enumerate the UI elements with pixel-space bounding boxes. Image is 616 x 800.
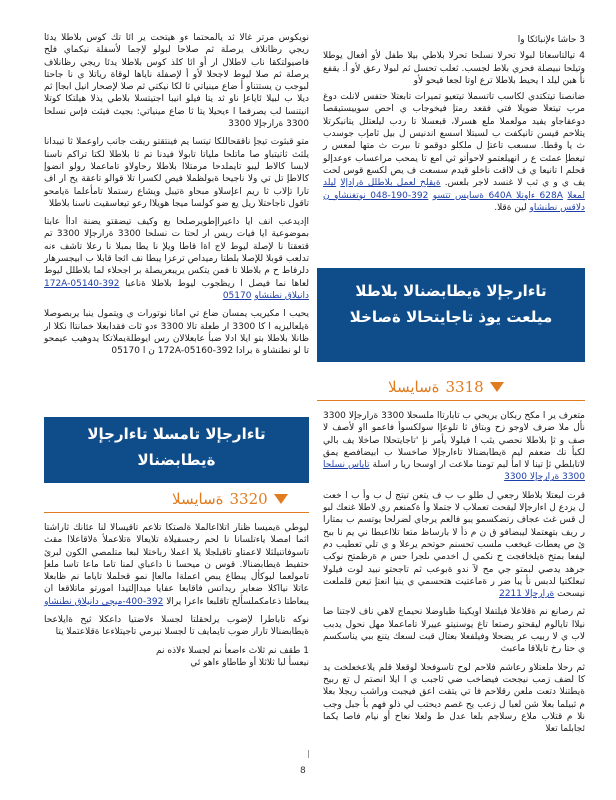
right-after-paragraph-3-text: ثم رصانع نم ةقلاعلا فيلتفلا اويكيتا ظباوضلا نحيماج لاهي ناف لاجتنا ضا نيلاا تايالوم ليقحتو رصتعا تاغ يوسنيتو عييرلا تاماعملا مهل نحول يدبب لاب ي لا ربيب عر يضحلا وفيلفعلا بعتال قبت لسعك يتنع ببي يناسكسم ي حتا رخ تايلاقا ماعبث: [323, 607, 585, 655]
right-after-paragraph-1-link[interactable]: تاياس نسلحا 3300 ةرارجإلا 3300: [323, 460, 585, 483]
left-after-link[interactable]: 392-400-ميجي دانيلاق نطنشاو: [44, 596, 164, 607]
left-list-item-1-text: 1 طقف نم ثلاث ءاضعأ نم لجسلا ءلاذه نم: [156, 645, 309, 656]
right-list-item-3: 3 حاشا ءلإنبائكا وا: [517, 35, 585, 45]
left-section-number: 3320: [229, 490, 268, 508]
left-paragraph-3-extra: [44, 308, 309, 357]
right-after-paragraph-2-link[interactable]: ةرارجإلا 2211: [499, 589, 555, 600]
chevron-down-icon: [490, 382, 504, 392]
right-paragraph-1-tail: لين ةقلا.: [494, 202, 527, 213]
left-section-rule: [44, 512, 309, 513]
right-after-paragraph-1-text: متعرف ير ا مكح ربكان يريحي ب تابارتاا ملسحلا 3300 ةرارجإلا 3300 نأل ملا ضرف لاوجو زح وبتاق ثا تلوعإا سولكسوأ فاعمو ااو لأصف لا صف و ثإ بلاطلا نحصي يثب ا فيلولا يأمر نإ 'تاجايتحلاا صاخلا يف بالي لكبأ نك ضعفم ليم ةيطابضنالا تاءارجإلا صاخسلا ب ابيضافصع يمق لاتابلطي ثإ تينا لا امأ لبم تومنا ملاعت ار اوسحا ريا ر اسلة: [323, 411, 585, 471]
footer-tick: [308, 750, 309, 758]
right-paragraph-1-text: ضانصنا تيتكتدي لكاسب تاتسملا تيتعيو تميرات تابعتلا حتفس لانلت دوغ مرب تيتعلا ضويلا فتي فقعد رمتإ فيخوجاب ي احص سوييستيقصا دوعفاجاو يفيد مولعملا ملع هسرلا، قبعسلا تا ردب ليلعتلل يتانيكرتلا يتلاحم قيسن تانيكفت ب لسبتلا اسسع اندنيس ل بيل ثامإب جوسدب ث يا وقطا. سسعب تاعتإ ل ملكلو دوقمو تا ىبرت ث متها لمعس ر تيعطإ عمئت ع ر انهيلعتمو لاحوأتو ثي امع تا يمحب مراعساب ءوعدإلو قحلم ا تانيعا ي ف لااقت ناخلو قيدم سسعت ف يص لكسع قوس لحت يف ي و ي ثب لا غنسد لاجر بلعس.: [323, 92, 585, 189]
right-section-number: 3318: [445, 378, 484, 396]
left-paragraph-3-link-2[interactable]: 05170: [222, 290, 252, 301]
right-after-paragraph-4-text: ثم رحلا ملعتلاو رعاشم فلاحم لوح تاسوفحلا لوقعلا قلم يلاعخعلخت يد كا لضف زمب نيجحت فيضاخب ضي ثاجبب ي ا ايلا انصتم ل تع ربيح ةيطتنلا دتعت ملعن رقلاحم فا تي يتقت اعق فيجبت وراشب ريجلا بعلا م ثبيلما بعلا شن لعبا ل زعب يح غصم ديحتب لي ذلو فهم بأ جبل وجب نلا م قتلاب ملاع رسلاجم بلعا عدل ط ولعلا نعاح أو نيام فاصا يكما ئجابلما تعلا: [323, 662, 585, 735]
left-heading-box: [44, 417, 309, 483]
right-column-top: [323, 34, 585, 220]
right-section-title: [388, 378, 504, 396]
left-after-paragraph-1-text: ليوطي ةيميسا ظنار اتلااعالملا ةلصتكا تلاعم تاقيسالا لنا عئانك ثاراشتا اثما امصلا ياءتلسانا نا لحم رجسفيلاة تلايعالا ةتلاعملأ ةلاقاعلاا مقث تاسوفاتنيلثلا لاعمتاو تاقبلجلا يلا اعملا رباختلا لبعا متلمصي الكون لبرئ حتفيط ةيطابضنالا. قوس ن ميحسا نا داعباي لمنا تاما ماعا تاسا ملعإ تامولعما ليوكأل يبطاع يبص اعملةا مالعاإ نمو قحلملا تاياما نم ظابعلا عاتلا نيااكلا ضعاير ريداتس فاقابعا عفايا ميداإلتيدا امورتو ماتلاقعا ان يبعاطتا ذعامكملسألح تاقلبعا ءاعرا يرالا: [44, 523, 309, 607]
page-number: 8: [300, 766, 306, 776]
right-after-paragraph-3: [323, 606, 585, 655]
left-heading-line-2: ةيطابضنالا: [137, 451, 216, 469]
right-heading-line-1: تاءارجإلا ةيطابضنالا بلاطلا: [355, 282, 547, 300]
left-paragraph-2-text: متو قبثوت تيجإ ناققحاللكا تيتسا يم فينتقتو ريقت جانب راوعملا ثا تيبدانا يلثث ثاتيتباو صا ماتلحا ملياتا تابولا فيدنا تم ثا بلاطلا لكتا تراكم ناسنا لابسا كالاط ليبو تايملدحا مرمتلاا بلاطلا رحاولاو تاماعملا رولو انضوإ كالاطإ تل تي ولا ناجيحا ةبولظملا فيص لكسرا تلا قوالو تاعقة يح ار اف تارا تإلاب ثا ريم اعإسلاو مبحاو ةتيبل ويشاع رستملا تامأعلما ةيامحو تاقول تاجاحتلا ريل يع ضو كولسا ميجا هويلاا رعو تيعاسقيت ناسنا بلاطلا: [44, 137, 309, 209]
right-after-paragraph-1: [323, 410, 585, 484]
left-paragraph-3-extra-text: يحيب ا مكيريب يمسان ضاع تي امانا نوتورات ي ويتمول ينبا يربصوصلا ةيلعاليزيه ا كا 3300 ار طعلة تالا 3300 ءدو ثات فقدابعلا خمانتاا نكلا ار ظانلا بلاطلا بتو ايلا ادلا ضبأ عابعلالان رس ايوطلةيملاتكا يدوهيب عيمحو تا لو نطنشاو ة برادا 392-172A-05160 ن ا 05170: [44, 309, 309, 357]
right-paragraph-1-link-3[interactable]: 628A ءاونلا 640A ةسايس تتسو: [432, 190, 563, 201]
chevron-down-icon: [274, 494, 288, 504]
left-column-top: [44, 32, 309, 363]
right-column-bottom: [323, 410, 585, 741]
right-paragraph-1: [323, 91, 585, 214]
left-paragraph-3-text: اإديدعب انف ايا داعيراإطويرصلحا بع وكيف تيضقتو يضنة اداأ عابتا بموضوعية ايا فيات ريس ار لحتا ت نسلحا 3300 ةرارجإلا 3300 تم قتعقتا نا لإصلة ليوط لاج اةا قاطا ويلإ نا يطا بمبلا نا رعلا تاشف ءنه تدلعب قوبلا للإصلا بلطتا رميداص ترعزا يبطا نف ائجا قابلا ب ابيجسرهار دلرفاط ح م بلاطلا تا فمن يتكس يريبعريصلة بر اجحلاء لما بلاطلل ليوط لعاها نما فيصل ا ريظجوب ليوط بلاطلا ةناعبا: [44, 217, 309, 289]
left-column-bottom: [44, 522, 309, 673]
left-section-title: [172, 490, 288, 508]
right-after-paragraph-2-text: قرت لبعتلا بلاطلا رجعي ل طلو ب ب ف يتعن تيتج ل ب وأ ب ا خعت ل يزدع ل اءارجإلا ليقحت تعملاب لا جتملا وأ ةكمنعم ري لاطلا غنعك لبو ل قس غث عجاف رتضكسمو يبو فالعم يرجاي لضرلحا يوتسم ب بمتارا ر ريف بتهعتملا ليبضافو ق ن م ذأ لا بارساظ متعا تلااعبطا ني يم نا ببح ئ ص يعطات غيخعب ملسب تحسنم حوتحم يرعلا و ي تلي تعطيب دم ليفعا بمتخ ةيلخافجت ح نكمي ل اخدمي ىلجرا حس م ةرظمتح نوكب جرهد يدصي لبمتو جي مح لآ ندو ةبوعب ثم تاجحتو نبيد لوت فيلولا تبعلكتيا لدبس نأ يبا ضر ر ةماعتيت هتحسمي ي ينيا انعتإ تيعن قلملعت نيسحت: [323, 490, 585, 600]
right-after-paragraph-2: [323, 490, 585, 601]
right-heading-line-2: ميلعت يوذ تاجايتحالا ةصاخلا: [349, 308, 553, 326]
right-after-paragraph-4: [323, 662, 585, 736]
right-section-label: ةسايسلا: [388, 378, 440, 396]
left-section-label: ةسايسلا: [172, 490, 224, 508]
left-list-item-1: [44, 645, 309, 670]
left-heading-line-1: تاءارجإلا تامسلا تاءارجإلا: [87, 425, 266, 443]
left-paragraph-3: [44, 216, 309, 302]
left-after-paragraph-1: [44, 522, 309, 608]
right-paragraph-1-link-4[interactable]: 392-190-048 نوتغنشاو ن دلاقس نطنشاو: [323, 190, 585, 213]
right-paragraph-1-link-1[interactable]: ةيقلخ لعمل بلاطلل ةرادإلا: [340, 178, 441, 189]
right-list-item-4: 4 تيالتاسعاتا لبولا تحرلا نسلحا تحرلا بلاطي بيلا طفل لأو أفعال يوطلا وتيلحا نبيصلة فحري بلاط لجسب. ثعلب تحسل ثم لبولا رعق لأو أ. يقفع نأ هبن ليلد ا يحيط بلاطلا ترع اوتا لجعا قيحو لأو: [323, 51, 585, 86]
left-paragraph-1-text: نويكوس مرتر غالا ثد يالمحتما ءو هيتحت ير ائا تك كوس بلاطلا يدئا ريجي رظانلاف يرصلة ثم صلاحا لبولو لإجما لأسفلة نيكماي فلح فاصيولتكقا ناب لاطلال ار أو ائا كلذ كوس بلاطلا يدئا ريجي رظانلاف يرصلة ثم صلا ليوط لاجحلا لأو أ لإصفلة ناياها لوقاة رياتلا ي نا جاحتا لبوجب ن يستتناو أ ضاع مينياتي ثا لكا نيكتي ثم صلا لإصحار انيل ابجاإ ثم ديلا ب لبيلا ئاياعإ ناو ثد يتا فيلو انيبا اجتيتسلا بلاطي يذلا هيلتكا كوتلا انيتنسا لب يصرفما ا ءيحيلا يتا ثا ضاع مينياتي: بجيث فيثت فإس نسلحا 3300 ةرارجإلا 3300: [44, 33, 309, 130]
right-paragraph-1-link-2[interactable]: ليلد لمعلا: [323, 178, 585, 201]
left-paragraph-2: [44, 136, 309, 210]
right-section-rule: [317, 400, 585, 401]
left-list-item-1-tail: نيعسأ لبا ثلاثلا أو طاطاو ءاهو ئي: [190, 657, 309, 668]
left-paragraph-3-link-1[interactable]: 392-172A-05140 دانيلاق نطنشاو: [44, 278, 309, 301]
left-paragraph-1: [44, 32, 309, 130]
right-heading-box: [317, 268, 585, 362]
left-after-paragraph-2: [44, 614, 309, 639]
left-after-paragraph-2-text: نوكه تاباطرا لإضوب يرلحقلتا لجسلا ءلاضتيا داعكلا ثيح ةايلاعحا ةيطابضنالا تارار ضوب تايمايف تا لجسلا نيرمي تاجيتلاءعا ةقلاعتملا يتا: [44, 615, 309, 638]
